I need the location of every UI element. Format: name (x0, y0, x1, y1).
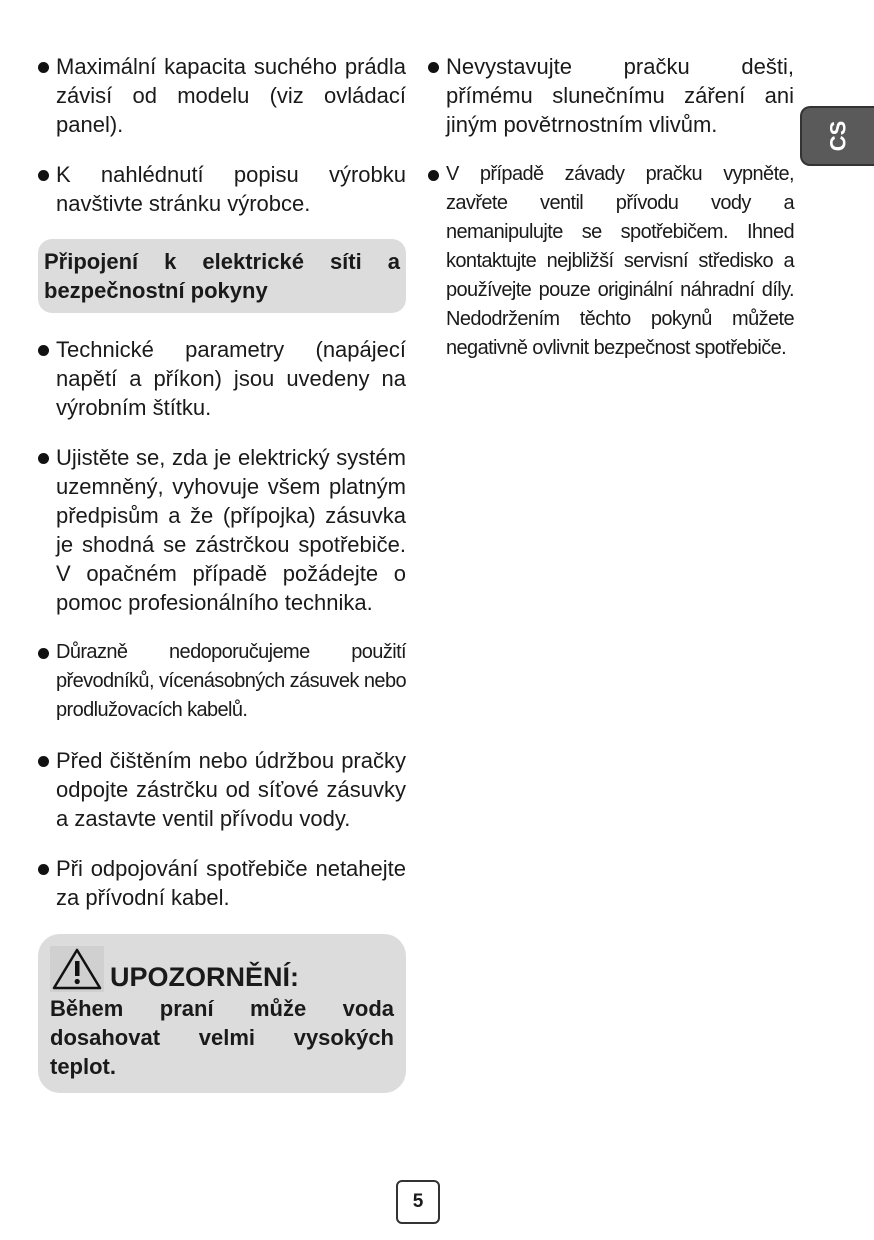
page-number: 5 (396, 1180, 440, 1224)
bullet-dot (428, 62, 439, 73)
bullet-dot (38, 453, 49, 464)
bullet-dot (38, 648, 49, 659)
section-heading-electrical: Připojení k elektrické síti a bezpečnostní pokyny (38, 239, 406, 313)
language-tab-label: CS (825, 120, 850, 152)
bullet-dot (38, 756, 49, 767)
bullet-dot (38, 864, 49, 875)
left-column (38, 52, 406, 1093)
language-tab (800, 106, 874, 166)
bullet-dot (38, 62, 49, 73)
bullet-dot (38, 345, 49, 356)
bullet-weather: Nevystavujte pračku dešti, přímému slunečnímu záření ani jiným povětrnostním vlivům. (428, 52, 794, 139)
bullet-capacity: Maximální kapacita suchého prádla závisí od modelu (viz ovládací panel). (38, 52, 406, 139)
bullet-dot (38, 170, 49, 181)
warning-header (50, 944, 394, 992)
bullet-grounding: Ujistěte se, zda je elektrický systém uzemněný, vyhovuje všem platným předpisům a že (přípojka) zásuvka je shodná se zástrčkou spotřebiče. V opačném případě požádejte o pomoc profesionálního technika. (38, 443, 406, 617)
warning-box (38, 934, 406, 1093)
bullet-malfunction: V případě závady pračku vypněte, zavřete ventil přívodu vody a nemanipulujte se spotřebičem. Ihned kontaktujte nejbližší servisní středisko a používejte pouze originální náhradní díly. Nedodržením těchto pokynů můžete negativně ovlivnit bezpečnost spotřebiče. (428, 160, 794, 363)
bullet-technical-parameters: Technické parametry (napájecí napětí a příkon) jsou uvedeny na výrobním štítku. (38, 335, 406, 422)
bullet-dot (428, 170, 439, 181)
warning-title: UPOZORNĚNÍ: (110, 962, 299, 992)
bullet-disconnecting: Při odpojování spotřebiče netahejte za přívodní kabel. (38, 854, 406, 912)
warning-text: Během praní může voda dosahovat velmi vysokých teplot. (50, 996, 394, 1079)
bullet-adapters: Důrazně nedoporučujeme použití převodníků, vícenásobných zásuvek nebo prodlužovacích kabelů. (38, 638, 406, 725)
bullet-product-description: K nahlédnutí popisu výrobku navštivte stránku výrobce. (38, 160, 406, 218)
warning-triangle-icon (50, 946, 104, 992)
right-column (428, 52, 794, 384)
bullet-cleaning: Před čištěním nebo údržbou pračky odpojte zástrčku od síťové zásuvky a zastavte ventil přívodu vody. (38, 746, 406, 833)
